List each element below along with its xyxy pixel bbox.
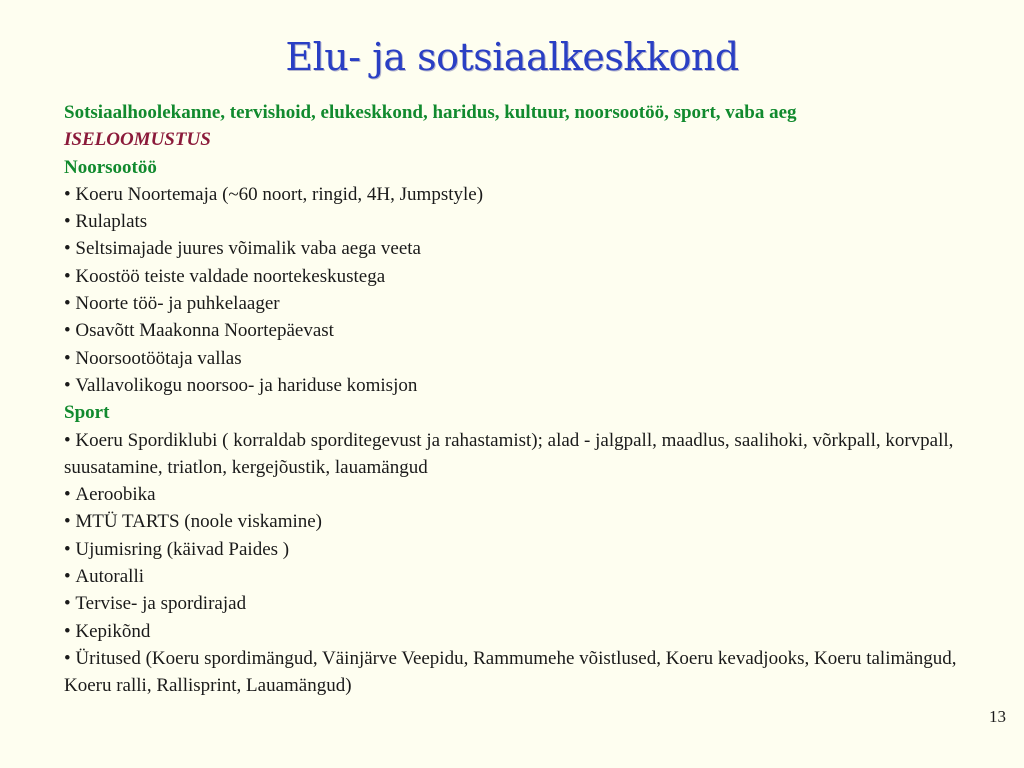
list-item: • Ujumisring (käivad Paides ) bbox=[64, 536, 1004, 563]
characteristics-label: ISELOOMUSTUS bbox=[64, 129, 211, 151]
list-item: • MTÜ TARTS (noole viskamine) bbox=[64, 508, 1004, 535]
slide-content bbox=[64, 99, 1004, 700]
list-item: • Seltsimajade juures võimalik vaba aega veeta bbox=[64, 235, 1004, 262]
list-item: • Vallavolikogu noorsoo- ja hariduse komisjon bbox=[64, 372, 1004, 399]
subtitle: Sotsiaalhoolekanne, tervishoid, elukeskkond, haridus, kultuur, noorsootöö, sport, vaba aeg bbox=[64, 102, 797, 123]
list-item: • Noorte töö- ja puhkelaager bbox=[64, 290, 1004, 317]
list-item: • Üritused (Koeru spordimängud, Väinjärve Veepidu, Rammumehe võistlused, Koeru kevadjooks, Koeru talimängud, Koeru ralli, Rallisprint, Lauamängud) bbox=[64, 645, 1004, 700]
section-heading-noorsootoo: Noorsootöö bbox=[64, 156, 157, 178]
list-item: • Aeroobika bbox=[64, 481, 1004, 508]
list-item: • Rulaplats bbox=[64, 208, 1004, 235]
list-item: • Kepikõnd bbox=[64, 618, 1004, 645]
list-item: • Koeru Spordiklubi ( korraldab sporditegevust ja rahastamist); alad - jalgpall, maadlus, saalihoki, võrkpall, korvpall, suusatamine, triatlon, kergejõustik, lauamängud bbox=[64, 427, 1004, 482]
slide-title: Elu- ja sotsiaalkeskkond bbox=[285, 35, 739, 79]
page-number: 13 bbox=[989, 707, 1006, 726]
list-item: • Koeru Noortemaja (~60 noort, ringid, 4H, Jumpstyle) bbox=[64, 181, 1004, 208]
list-item: • Osavõtt Maakonna Noortepäevast bbox=[64, 317, 1004, 344]
list-item: • Autoralli bbox=[64, 563, 1004, 590]
section-heading-sport: Sport bbox=[64, 402, 110, 424]
list-item: • Tervise- ja spordirajad bbox=[64, 590, 1004, 617]
list-item: • Noorsootöötaja vallas bbox=[64, 345, 1004, 372]
list-item: • Koostöö teiste valdade noortekeskustega bbox=[64, 263, 1004, 290]
